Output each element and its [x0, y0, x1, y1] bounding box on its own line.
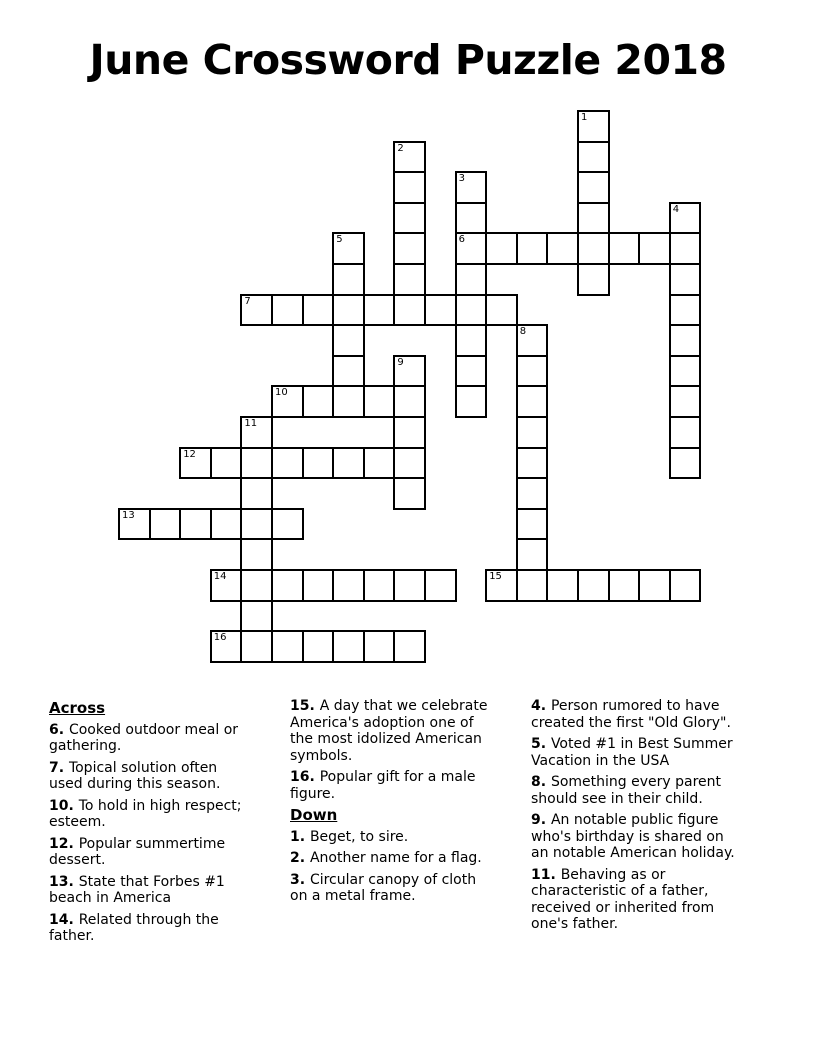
grid-cell — [210, 508, 243, 541]
clue-text: Topical solution often used during this season. — [49, 759, 221, 792]
grid-cell — [302, 447, 335, 480]
clue-number: 14. — [49, 911, 79, 928]
clue-number: 10. — [49, 797, 79, 814]
clue-11 — [531, 867, 737, 933]
grid-cell — [240, 600, 273, 633]
cell-number: 12 — [183, 448, 196, 460]
grid-cell — [669, 385, 702, 418]
grid-cell — [332, 324, 365, 357]
clue-10 — [49, 798, 254, 831]
grid-cell — [608, 569, 641, 602]
clue-3 — [290, 872, 495, 905]
grid-cell — [424, 294, 457, 327]
grid-cell — [302, 385, 335, 418]
clue-number: 6. — [49, 721, 69, 738]
clue-text: Voted #1 in Best Summer Vacation in the USA — [531, 736, 733, 769]
cell-number: 5 — [336, 234, 343, 246]
clue-number: 11. — [531, 866, 561, 883]
clue-number: 3. — [290, 871, 310, 888]
grid-cell-numbered — [669, 202, 702, 235]
grid-cell — [271, 447, 304, 480]
grid-cell — [240, 569, 273, 602]
clue-heading-across: Across — [49, 699, 106, 717]
clue-5 — [531, 736, 737, 769]
cell-number: 9 — [397, 356, 404, 368]
grid-cell — [271, 294, 304, 327]
grid-cell — [577, 569, 610, 602]
cell-number: 15 — [489, 571, 502, 582]
grid-cell — [424, 569, 457, 602]
page-title: June Crossword Puzzle 2018 — [89, 36, 727, 84]
grid-cell — [363, 385, 396, 418]
grid-cell-numbered — [485, 569, 518, 602]
clue-number: 1. — [290, 828, 310, 845]
clue-7 — [49, 760, 254, 793]
grid-cell — [669, 232, 702, 265]
clue-number: 15. — [290, 698, 320, 714]
grid-cell — [608, 232, 641, 265]
cell-number: 2 — [397, 142, 404, 154]
clue-number: 12. — [49, 835, 79, 852]
grid-cell — [240, 477, 273, 510]
clue-text: Popular gift for a male figure. — [290, 769, 476, 802]
clue-text: Related through the father. — [49, 911, 219, 944]
grid-cell — [546, 569, 579, 602]
grid-cell — [363, 294, 396, 327]
clue-9 — [531, 812, 737, 862]
clue-number: 16. — [290, 769, 320, 785]
cell-number: 14 — [213, 571, 227, 582]
grid-cell — [669, 447, 702, 480]
grid-cell-numbered — [516, 324, 549, 357]
grid-cell-numbered — [455, 171, 488, 204]
cell-number: 16 — [213, 632, 227, 644]
grid-cell — [393, 416, 426, 449]
grid-cell-numbered — [240, 294, 273, 327]
grid-cell — [546, 232, 579, 265]
clue-14 — [49, 912, 254, 945]
grid-cell — [332, 630, 365, 663]
clue-column-3 — [531, 698, 737, 938]
clue-column-1 — [49, 698, 254, 950]
clue-4 — [531, 698, 737, 731]
grid-cell — [669, 294, 702, 327]
grid-cell — [577, 263, 610, 296]
cell-number: 8 — [519, 326, 527, 338]
grid-cell — [302, 569, 335, 602]
grid-cell — [669, 263, 702, 296]
grid-cell — [240, 508, 273, 541]
grid-cell — [455, 385, 488, 418]
grid-cell — [363, 630, 396, 663]
clue-column-2 — [290, 698, 495, 910]
grid-cell — [516, 232, 549, 265]
cell-number: 4 — [672, 203, 680, 215]
grid-cell — [638, 232, 671, 265]
grid-cell — [393, 294, 426, 327]
clue-text: An notable public figure who's birthday is shared on an notable American holiday. — [531, 812, 735, 861]
clue-text: Something every parent should see in their child. — [531, 774, 721, 807]
clue-12 — [49, 836, 254, 869]
grid-cell — [363, 569, 396, 602]
clue-text: To hold in high respect; esteem. — [49, 797, 242, 830]
grid-cell — [332, 355, 365, 388]
grid-cell — [455, 263, 488, 296]
clue-text: Cooked outdoor meal or gathering. — [49, 721, 239, 754]
clue-number: 4. — [531, 698, 551, 714]
grid-cell — [638, 569, 671, 602]
grid-cell — [271, 508, 304, 541]
clue-number: 9. — [531, 812, 551, 828]
grid-cell-numbered — [271, 385, 304, 418]
grid-cell — [393, 385, 426, 418]
clue-2 — [290, 850, 495, 867]
grid-cell — [393, 202, 426, 235]
clue-1 — [290, 829, 495, 846]
clue-text: Popular summertime dessert. — [49, 835, 226, 868]
clue-number: 7. — [49, 759, 69, 776]
clue-8 — [531, 774, 737, 807]
grid-cell — [271, 416, 395, 449]
cell-number: 6 — [458, 234, 465, 246]
grid-cell — [240, 447, 273, 480]
grid-cell — [302, 294, 335, 327]
grid-cell — [516, 569, 549, 602]
grid-cell — [332, 569, 365, 602]
grid-cell — [393, 569, 426, 602]
grid-cell — [302, 630, 335, 663]
grid-cell — [271, 630, 304, 663]
clue-heading-down: Down — [290, 806, 338, 824]
clue-15 — [290, 698, 495, 764]
grid-cell — [577, 141, 610, 174]
grid-cell — [455, 202, 488, 235]
clue-text: State that Forbes #1 beach in America — [49, 873, 225, 906]
grid-cell — [332, 263, 365, 296]
grid-cell-numbered — [240, 416, 273, 449]
clue-number: 2. — [290, 850, 310, 866]
grid-cell-numbered — [577, 110, 610, 143]
grid-cell — [393, 447, 426, 480]
grid-cell — [516, 385, 549, 418]
cell-number: 13 — [122, 509, 135, 521]
grid-cell — [455, 294, 488, 327]
clue-number: 13. — [49, 873, 79, 890]
grid-cell-numbered — [332, 232, 365, 265]
grid-cell — [240, 538, 273, 571]
grid-cell — [669, 355, 702, 388]
clue-text: Another name for a flag. — [309, 850, 482, 866]
grid-cell — [393, 232, 426, 265]
grid-cell-numbered — [393, 141, 426, 174]
grid-cell — [669, 416, 702, 449]
clue-text: A day that we celebrate America's adoption one of the most idolized American symbols. — [290, 698, 488, 764]
grid-cell — [363, 447, 396, 480]
grid-cell — [577, 232, 610, 265]
cell-number: 11 — [244, 418, 258, 429]
grid-cell — [669, 569, 702, 602]
clue-number: 8. — [531, 774, 551, 790]
grid-cell — [393, 630, 426, 663]
grid-cell — [393, 263, 426, 296]
cell-number: 10 — [275, 387, 288, 399]
grid-cell — [332, 447, 365, 480]
grid-cell — [516, 477, 549, 510]
grid-cell — [669, 324, 702, 357]
clue-16 — [290, 769, 495, 802]
clue-text: Circular canopy of cloth on a metal frame. — [290, 871, 477, 904]
grid-cell-numbered — [393, 355, 426, 388]
grid-cell — [393, 171, 426, 204]
clue-text: Beget, to sire. — [309, 828, 409, 845]
grid-cell — [149, 508, 182, 541]
cell-number: 7 — [244, 295, 251, 307]
clue-13 — [49, 874, 254, 907]
grid-cell-numbered — [455, 232, 488, 265]
clue-number: 5. — [531, 736, 551, 752]
grid-cell — [332, 385, 365, 418]
grid-cell-numbered — [210, 630, 243, 663]
grid-cell — [485, 232, 518, 265]
cell-number: 3 — [458, 173, 465, 185]
grid-cell — [240, 630, 273, 663]
grid-cell-numbered — [179, 447, 212, 480]
grid-cell — [179, 508, 212, 541]
cell-number: 1 — [581, 112, 588, 123]
grid-cell — [516, 416, 549, 449]
grid-cell — [516, 447, 549, 480]
clue-text: Person rumored to have created the first "Old Glory". — [531, 698, 731, 731]
grid-cell — [577, 202, 610, 235]
grid-cell — [516, 508, 549, 541]
grid-cell — [516, 355, 549, 388]
grid-cell-numbered — [118, 508, 151, 541]
grid-cell — [455, 355, 488, 388]
grid-cell — [271, 569, 304, 602]
grid-cell — [516, 538, 549, 571]
grid-cell — [577, 171, 610, 204]
grid-cell-numbered — [210, 569, 243, 602]
clue-text: Behaving as or characteristic of a father, received or inherited from one's father. — [531, 866, 715, 932]
grid-cell — [210, 447, 243, 480]
clue-6 — [49, 722, 254, 755]
grid-cell — [455, 324, 488, 357]
grid-cell — [332, 294, 365, 327]
grid-cell — [393, 477, 426, 510]
grid-cell — [485, 294, 518, 327]
